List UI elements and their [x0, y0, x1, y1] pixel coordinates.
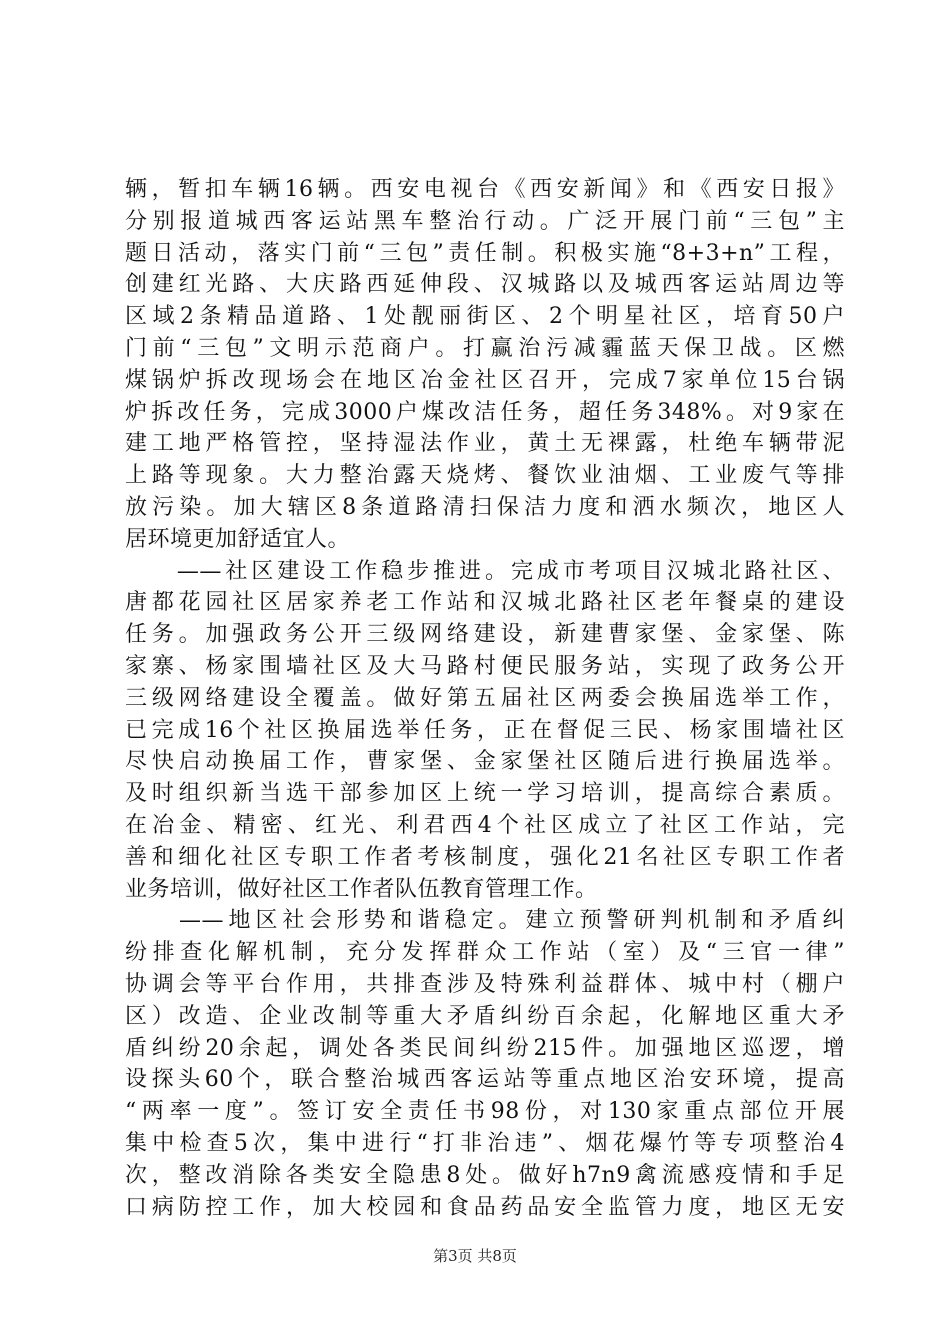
- page-footer: 第3页 共8页: [433, 1247, 517, 1265]
- text-line: 唐都花园社区居家养老工作站和汉城北路社区老年餐桌的建设: [125, 590, 845, 616]
- text-line: 协调会等平台作用，共排查涉及特殊利益群体、城中村（棚户: [125, 971, 845, 997]
- text-line: 盾纠纷20余起，调处各类民间纠纷215件。加强地区巡逻，增: [125, 1035, 845, 1061]
- text-line: 口病防控工作，加大校园和食品药品安全监管力度，地区无安: [125, 1194, 845, 1220]
- text-line: 业务培训，做好社区工作者队伍教育管理工作。: [125, 876, 598, 902]
- text-line: 区）改造、企业改制等重大矛盾纠纷百余起，化解地区重大矛: [125, 1003, 845, 1029]
- text-line: 及时组织新当选干部参加区上统一学习培训，提高综合素质。: [125, 781, 845, 807]
- text-line: 已完成16个社区换届选举任务，正在督促三民、杨家围墙社区: [125, 717, 845, 743]
- text-line: 分别报道城西客运站黑车整治行动。广泛开展门前“三包”主: [125, 208, 845, 234]
- text-line: 善和细化社区专职工作者考核制度，强化21名社区专职工作者: [125, 844, 845, 870]
- text-line: 上路等现象。大力整治露天烧烤、餐饮业油烟、工业废气等排: [125, 463, 845, 489]
- text-line: 集中检查5次，集中进行“打非治违”、烟花爆竹等专项整治4: [125, 1130, 845, 1156]
- text-line: 纷排查化解机制，充分发挥群众工作站（室）及“三官一律”: [125, 940, 845, 966]
- text-line: 题日活动，落实门前“三包”责任制。积极实施“8+3+n”工程，: [125, 240, 845, 266]
- text-line: 煤锅炉拆改现场会在地区冶金社区召开，完成7家单位15台锅: [125, 367, 845, 393]
- text-line: 次，整改消除各类安全隐患8处。做好h7n9禽流感疫情和手足: [125, 1162, 845, 1188]
- text-line: ——地区社会形势和谐稳定。建立预警研判机制和矛盾纠: [125, 908, 845, 934]
- text-line: 尽快启动换届工作，曹家堡、金家堡社区随后进行换届选举。: [125, 749, 845, 775]
- text-line: ——社区建设工作稳步推进。完成市考项目汉城北路社区、: [125, 558, 845, 584]
- text-line: 三级网络建设全覆盖。做好第五届社区两委会换届选举工作，: [125, 685, 845, 711]
- body-text: [125, 174, 845, 1223]
- text-line: 任务。加强政务公开三级网络建设，新建曹家堡、金家堡、陈: [125, 622, 845, 648]
- text-line: 创建红光路、大庆路西延伸段、汉城路以及城西客运站周边等: [125, 272, 845, 298]
- text-line: 家寨、杨家围墙社区及大马路村便民服务站，实现了政务公开: [125, 653, 845, 679]
- text-line: 辆，暂扣车辆16辆。西安电视台《西安新闻》和《西安日报》: [125, 177, 845, 202]
- text-line: 门前“三包”文明示范商户。打赢治污减霾蓝天保卫战。区燃: [125, 335, 845, 361]
- text-line: “两率一度”。签订安全责任书98份，对130家重点部位开展: [125, 1099, 845, 1125]
- text-line: 居环境更加舒适宜人。: [125, 526, 351, 552]
- text-line: 在冶金、精密、红光、利君西4个社区成立了社区工作站，完: [125, 812, 845, 838]
- text-line: 建工地严格管控，坚持湿法作业，黄土无裸露，杜绝车辆带泥: [125, 431, 845, 457]
- text-line: 放污染。加大辖区8条道路清扫保洁力度和洒水频次，地区人: [125, 494, 845, 520]
- text-line: 区域2条精品道路、1处靓丽街区、2个明星社区，培育50户: [125, 304, 845, 330]
- text-line: 炉拆改任务，完成3000户煤改洁任务，超任务348%。对9家在: [125, 399, 845, 425]
- text-line: 设探头60个，联合整治城西客运站等重点地区治安环境，提高: [125, 1067, 845, 1093]
